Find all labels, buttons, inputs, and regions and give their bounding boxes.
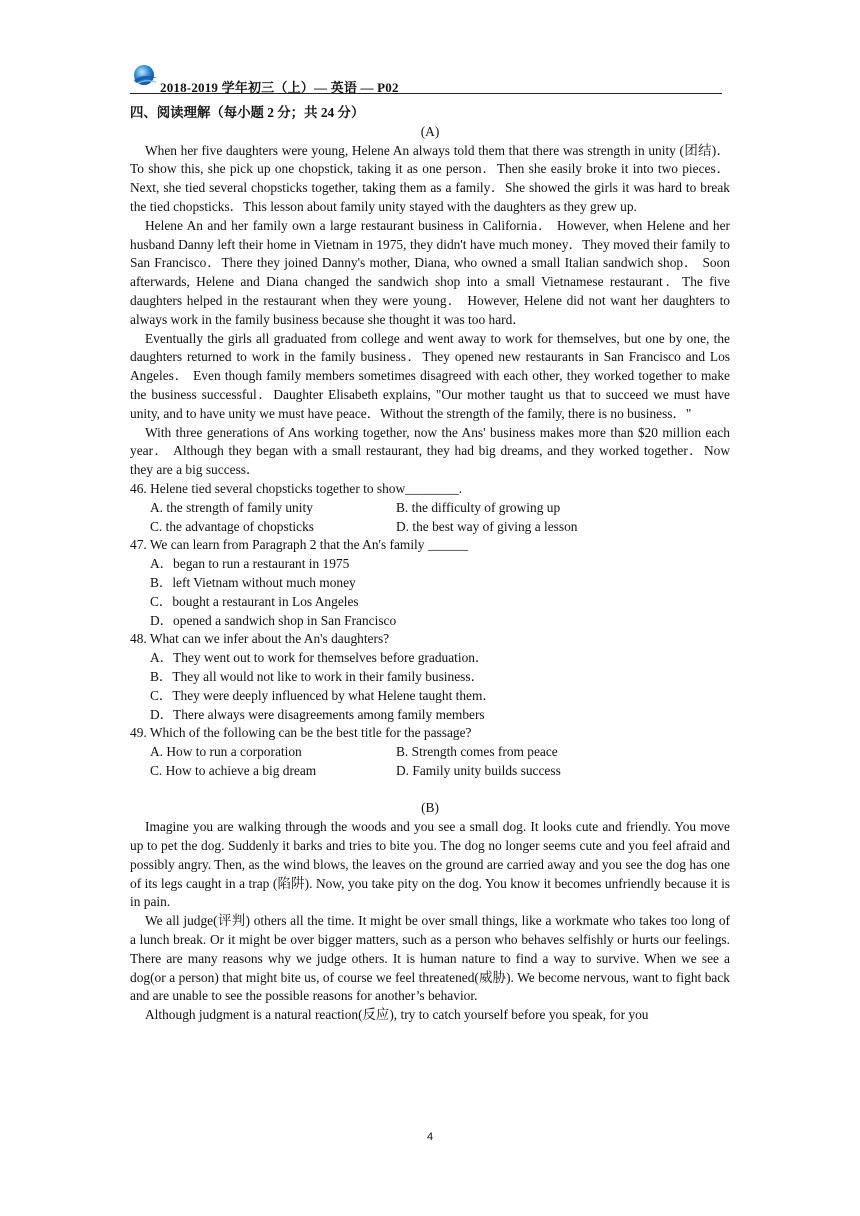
paragraph: Eventually the girls all graduated from college and went away to work for themselves, but one by one, the daughters returned to work in the family business．They opened new restaurants in San Francisco and Los Angeles． Even though family members sometimes disagreed with each other, they worked together to make the business successful．Daughter Elisabeth explains, "Our mother taught us that to succeed we must have unity, and to have unity we must have peace．Without the strength of the family, there is no business．" [130,330,730,421]
option-d: D．There always were disagreements among family members [150,706,485,722]
paragraph: When her five daughters were young, Helene An always told them that there was strength in unity (团结)．To show this, she pick up one chopstick, taking it as one person．Then she easily broke it into two pieces．Next, she tied several chopsticks together, taking them as a family．She showed the girls it was hard to break the tied chopsticks．This lesson about family unity stayed with the daughters as they grew up. [130,142,730,214]
question-stem: 47. We can learn from Paragraph 2 that the An's family ______ [130,537,468,553]
globe-logo-icon [132,64,158,88]
question-stem: 46. Helene tied several chopsticks together to show________. [130,480,463,496]
paragraph: We all judge(评判) others all the time. It might be over small things, like a workmate who takes too long of a lunch break. Or it might be over bigger matters, such as a person who behaves selfishly or hurts our feelings. There are many reasons why we judge others. It is human nature to find a way to survive. When we see a dog(or a person) that might bite us, of course we feel threatened(威胁). We become nervous, want to fight back and are unable to see the possible reasons for another’s behavior. [130,913,730,1004]
option-c: C．They were deeply influenced by what Helene taught them． [150,687,496,703]
paragraph: With three generations of Ans working together, now the Ans' business makes more than $20 million each year． Although they began with a small restaurant, they had big dreams, and they worked together．Now they are a big success． [130,424,730,478]
option-b: B. Strength comes from peace [396,744,558,760]
option-a: A. the strength of family unity [150,499,313,515]
spacer [130,781,730,800]
option-a: A. How to run a corporation [150,744,302,760]
paragraph: Helene An and her family own a large restaurant business in California． However, when Helene and her husband Danny left their home in Vietnam in 1975, they didn't have much money．They moved their family to San Francisco．There they joined Danny's mother, Diana, who owned a small Italian sandwich shop． Soon afterwards, Helene and Diana changed the sandwich shop into a small Vietnamese restaurant．The five daughters helped in the restaurant when they were young． However, Helene did not want her daughters to always work in the family business because she thought it was too hard． [130,217,730,327]
paragraph: Imagine you are walking through the woods and you see a small dog. It looks cute and friendly. You move up to pet the dog. Suddenly it barks and tries to bite you. The dog no longer seems cute and you feel afraid and possibly angry. Then, as the wind blows, the leaves on the ground are carried away and you see the dog has one of its legs caught in a trap (陷阱). Now, you take pity on the dog. You know it becomes unfriendly because it is in pain. [130,819,730,910]
option-d: D. the best way of giving a lesson [396,518,578,534]
question-49 [130,724,730,780]
option-b: B．left Vietnam without much money [150,574,356,590]
passage-a-text [130,142,730,480]
header-rule [130,93,722,94]
passage-b-text [130,818,730,1025]
paragraph: Although judgment is a natural reaction(反应), try to catch yourself before you speak, for you [145,1007,649,1023]
option-b: B. the difficulty of growing up [396,499,561,515]
option-d: D．opened a sandwich shop in San Francisco [150,612,397,628]
page-header [130,64,722,95]
page-number: 4 [426,1131,434,1143]
option-a: A．They went out to work for themselves before graduation． [150,650,489,666]
option-a: A．began to run a restaurant in 1975 [150,556,350,572]
option-c: C．bought a restaurant in Los Angeles [150,593,359,609]
question-47 [130,536,730,630]
option-c: C. How to achieve a big dream [150,762,317,778]
option-c: C. the advantage of chopsticks [150,518,314,534]
question-48 [130,630,730,724]
option-d: D. Family unity builds success [396,762,561,778]
question-stem: 49. Which of the following can be the best title for the passage? [130,725,472,741]
question-46 [130,480,730,536]
passage-a-label: (A) [420,123,440,139]
section-title: 四、阅读理解（每小题 2 分；共 24 分） [130,105,365,120]
question-stem: 48. What can we infer about the An's daughters? [130,631,390,647]
header-title: 2018-2019 学年初三（上）— 英语 — P02 [160,80,399,95]
passage-b-label: (B) [421,800,439,816]
page-content [130,104,730,1025]
option-b: B．They all would not like to work in their family business． [150,668,484,684]
